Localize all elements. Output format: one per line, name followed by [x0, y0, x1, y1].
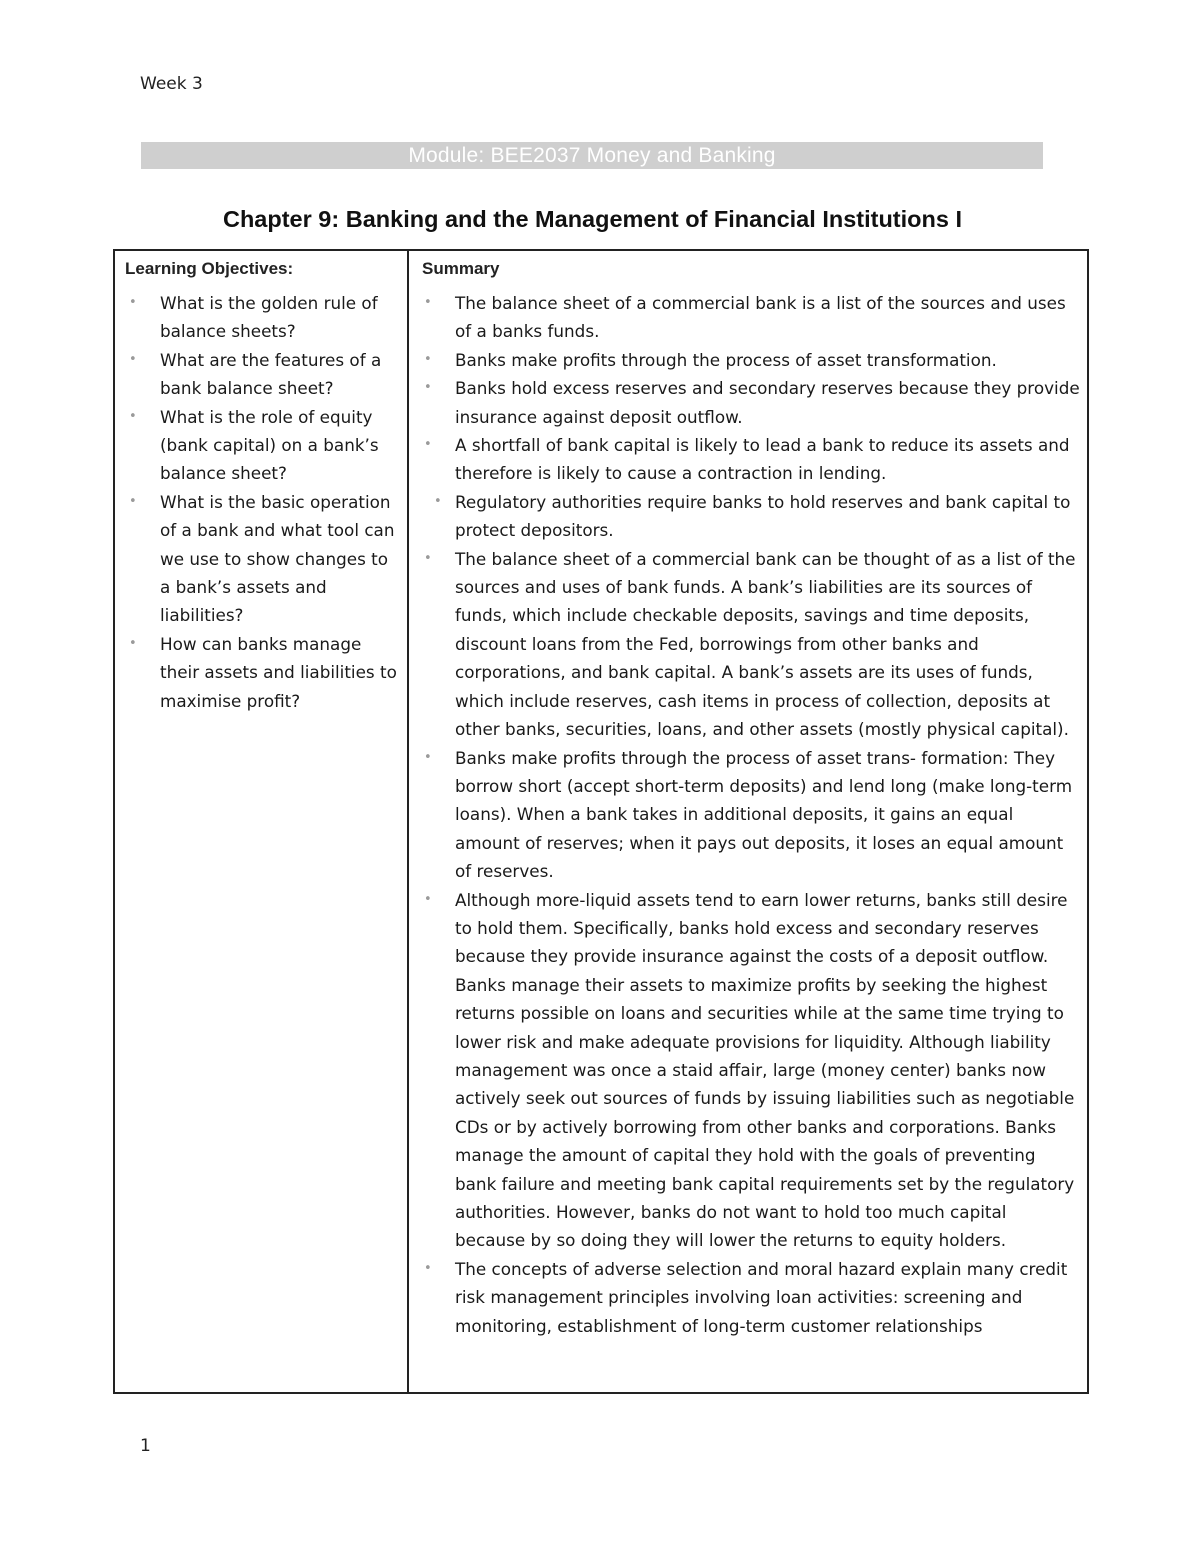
summary-text: Although more-liquid assets tend to earn lower returns, banks still desire to hold them. Specifically, banks hold excess and secondary reserves because they provide insurance against the costs of a deposit outflow. Banks manage their assets to maximize profits by seeking the highest returns possible on loans and securities while at the same time trying to lower risk and make adequate provisions for liquidity. Although liability management was once a staid affair, large (money center) banks now actively seek out sources of funds by issuing liabilities such as negotiable CDs or by actively borrowing from other banks and corporations. Banks manage the amount of capital they hold with the goals of preventing bank failure and meeting bank capital requirements set by the regulatory authorities. However, banks do not want to hold too much capital because by so doing they will lower the returns to equity holders.: [455, 889, 1075, 1251]
objectives-summary-table: [113, 249, 1089, 1394]
summary-text: The concepts of adverse selection and moral hazard explain many credit risk management principles involving loan activities: screening and monitoring, establishment of long-term customer relationships: [455, 1258, 1068, 1336]
bullet-icon: •: [424, 351, 432, 367]
learning-objectives-heading: Learning Objectives:: [125, 259, 294, 278]
objective-item: [129, 630, 400, 715]
bullet-icon: •: [424, 437, 432, 453]
objective-text: What is the basic operation of a bank and what tool can we use to show changes to a bank’s assets and liabilities?: [160, 491, 395, 626]
objective-text: What are the features of a bank balance sheet?: [160, 349, 382, 399]
bullet-icon: •: [129, 295, 137, 310]
summary-text: The balance sheet of a commercial bank is a list of the sources and uses of a banks funds.: [455, 293, 1066, 342]
bullet-icon: •: [424, 295, 432, 310]
summary-item: [424, 289, 1080, 346]
objective-item: [129, 403, 400, 488]
summary-item: [424, 431, 1080, 488]
bullet-icon: •: [424, 1260, 432, 1276]
summary-text: The balance sheet of a commercial bank can be thought of as a list of the sources and uses of bank funds. A bank’s liabilities are its sources of funds, which include checkable deposits, savings and time deposits, discount loans from the Fed, borrowings from other banks and corporations, and bank capital. A bank’s assets are its uses of funds, which include reserves, cash items in process of collection, deposits at other banks, securities, loans, and other assets (mostly physical capital).: [455, 548, 1076, 740]
summary-list: [424, 289, 1080, 1340]
summary-text: Banks hold excess reserves and secondary reserves because they provide insurance against deposit outflow.: [455, 378, 1080, 427]
bullet-icon: •: [129, 408, 137, 424]
summary-item: [434, 488, 1080, 545]
bullet-icon: •: [434, 493, 442, 509]
summary-item: [424, 374, 1080, 431]
objective-text: What is the golden rule of balance sheets?: [160, 293, 378, 342]
summary-text: Banks make profits through the process of asset trans- formation: They borrow short (accept short-term deposits) and lend long (make long-term loans). When a bank takes in additional deposits, it gains an equal amount of reserves; when it pays out deposits, it loses an equal amount of reserves.: [455, 747, 1073, 882]
page-number: 1: [140, 1436, 151, 1456]
bullet-icon: •: [424, 380, 432, 396]
learning-objectives-list: [129, 289, 400, 715]
bullet-icon: •: [424, 550, 432, 566]
objective-item: [129, 488, 400, 630]
summary-text: A shortfall of bank capital is likely to lead a bank to reduce its assets and therefore is likely to cause a contraction in lending.: [455, 435, 1070, 484]
bullet-icon: •: [129, 493, 137, 509]
chapter-title: Chapter 9: Banking and the Management of Financial Institutions I: [222, 206, 962, 232]
column-divider: [407, 251, 409, 1392]
summary-text: Banks make profits through the process of asset transformation.: [455, 349, 997, 370]
objective-item: [129, 346, 400, 403]
objective-item: [129, 289, 400, 346]
summary-heading: Summary: [422, 259, 500, 278]
bullet-icon: •: [129, 351, 137, 367]
summary-item: [424, 886, 1080, 1255]
summary-item: [424, 346, 1080, 374]
bullet-icon: •: [424, 891, 432, 907]
objective-text: What is the role of equity (bank capital) on a bank’s balance sheet?: [160, 406, 379, 484]
summary-text: Regulatory authorities require banks to hold reserves and bank capital to protect depositors.: [455, 491, 1071, 541]
objective-text: How can banks manage their assets and liabilities to maximise profit?: [160, 633, 397, 711]
bullet-icon: •: [129, 635, 137, 651]
bullet-icon: •: [424, 749, 432, 765]
summary-item: [424, 545, 1080, 744]
module-banner: Module: BEE2037 Money and Banking: [141, 142, 1043, 169]
summary-item: [424, 1255, 1080, 1340]
week-label: Week 3: [140, 74, 203, 94]
summary-item: [424, 744, 1080, 886]
